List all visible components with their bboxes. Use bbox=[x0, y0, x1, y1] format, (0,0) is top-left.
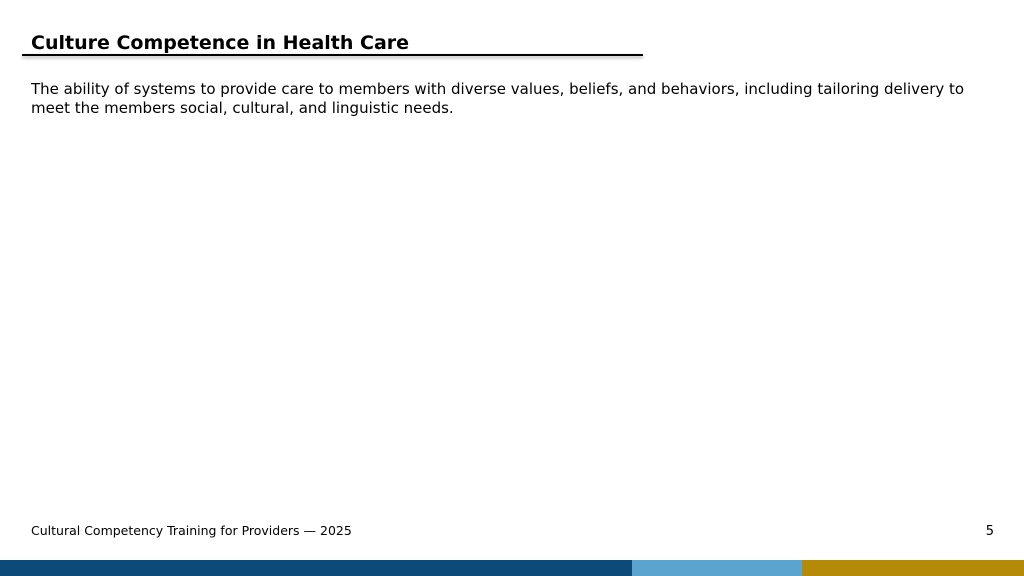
slide-body-text: The ability of systems to provide care to members with diverse values, beliefs, and behaviors, including tailoring delivery to meet the members social, cultural, and linguistic needs. bbox=[31, 80, 965, 117]
footer-text: Cultural Competency Training for Providers — 2025 bbox=[31, 523, 352, 538]
footer-color-bar bbox=[0, 560, 1024, 576]
footer-bar-segment-secondary bbox=[632, 560, 802, 576]
page-number: 5 bbox=[985, 524, 994, 539]
footer-bar-segment-accent bbox=[802, 560, 1024, 576]
footer-bar-segment-primary bbox=[0, 560, 632, 576]
slide-title: Culture Competence in Health Care bbox=[31, 32, 410, 54]
title-underline bbox=[22, 54, 643, 56]
